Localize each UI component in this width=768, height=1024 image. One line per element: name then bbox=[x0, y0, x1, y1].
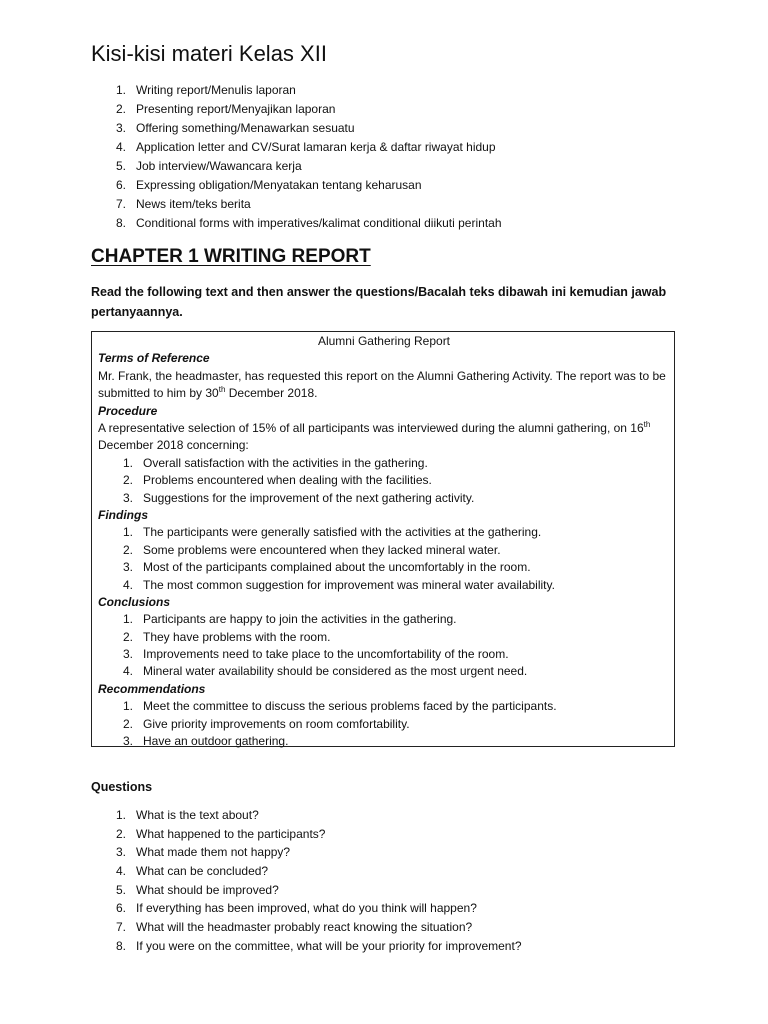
list-item: 1. The participants were generally satisfied with the activities at the gathering. bbox=[122, 525, 542, 540]
list-item: 4. The most common suggestion for improvement was mineral water availability. bbox=[122, 577, 555, 592]
topic-item: 5. Job interview/Wawancara kerja bbox=[115, 159, 302, 173]
list-item: 1. Overall satisfaction with the activities in the gathering. bbox=[122, 455, 428, 470]
list-item: 1. Meet the committee to discuss the serious problems faced by the participants. bbox=[122, 699, 557, 714]
list-item: 3. Have an outdoor gathering. bbox=[122, 734, 289, 749]
question-item: 4. What can be concluded? bbox=[115, 864, 269, 879]
report-content bbox=[98, 333, 670, 750]
report-box bbox=[91, 331, 675, 747]
list-item: 4. Mineral water availability should be considered as the most urgent need. bbox=[122, 664, 528, 679]
question-text: What made them not happy? bbox=[136, 845, 291, 860]
topic-item: 4. Application letter and CV/Surat lamaran kerja & daftar riwayat hidup bbox=[115, 140, 496, 154]
question-item: 2. What happened to the participants? bbox=[115, 826, 326, 841]
question-text: What will the headmaster probably react knowing the situation? bbox=[136, 920, 473, 935]
topic-text: Writing report/Menulis laporan bbox=[136, 83, 296, 97]
chapter-heading: CHAPTER 1 WRITING REPORT bbox=[91, 246, 371, 267]
topic-item: 2. Presenting report/Menyajikan laporan bbox=[115, 102, 336, 116]
list-item: 2. They have problems with the room. bbox=[122, 629, 331, 644]
question-item: 5. What should be improved? bbox=[115, 882, 279, 897]
page-title: Kisi-kisi materi Kelas XII bbox=[91, 41, 327, 66]
topic-text: News item/teks berita bbox=[136, 197, 251, 211]
topic-text: Conditional forms with imperatives/kalimat conditional diikuti perintah bbox=[136, 216, 502, 230]
question-text: If you were on the committee, what will be your priority for improvement? bbox=[136, 938, 522, 953]
list-item: 2. Some problems were encountered when they lacked mineral water. bbox=[122, 542, 501, 557]
question-text: What is the text about? bbox=[136, 808, 259, 822]
procedure-list bbox=[98, 455, 670, 507]
question-text: If everything has been improved, what do you think will happen? bbox=[136, 901, 477, 916]
question-item: 7. What will the headmaster probably react knowing the situation? bbox=[115, 920, 473, 935]
section-heading-recommendations: Recommendations bbox=[98, 681, 206, 696]
topic-item: 1. Writing report/Menulis laporan bbox=[115, 83, 296, 97]
section-heading-conclusions: Conclusions bbox=[98, 594, 171, 609]
question-item: 3. What made them not happy? bbox=[115, 845, 291, 860]
findings-list bbox=[98, 524, 670, 594]
topic-text: Application letter and CV/Surat lamaran kerja & daftar riwayat hidup bbox=[136, 140, 496, 154]
topic-item: 3. Offering something/Menawarkan sesuatu bbox=[115, 121, 355, 135]
questions-list bbox=[112, 806, 522, 956]
topic-text: Presenting report/Menyajikan laporan bbox=[136, 102, 336, 116]
topic-item: 8. Conditional forms with imperatives/kalimat conditional diikuti perintah bbox=[115, 216, 502, 230]
list-item: 1. Participants are happy to join the activities in the gathering. bbox=[122, 612, 457, 627]
question-text: What can be concluded? bbox=[136, 864, 269, 879]
list-item: 3. Improvements need to take place to the uncomfortability of the room. bbox=[122, 647, 509, 662]
terms-paragraph: Mr. Frank, the headmaster, has requested this report on the Alumni Gathering Activity. The report was to be submitted to him by 30th December 2018. bbox=[98, 368, 666, 401]
topic-text: Expressing obligation/Menyatakan tentang keharusan bbox=[136, 178, 422, 192]
questions-heading: Questions bbox=[91, 780, 153, 794]
conclusions-list bbox=[98, 611, 670, 681]
question-text: What happened to the participants? bbox=[136, 826, 326, 841]
topic-list bbox=[112, 81, 502, 233]
topic-text: Offering something/Menawarkan sesuatu bbox=[136, 121, 355, 135]
list-item: 3. Most of the participants complained about the uncomfortably in the room. bbox=[122, 560, 531, 575]
list-item: 2. Give priority improvements on room comfortability. bbox=[122, 716, 410, 731]
section-heading-terms: Terms of Reference bbox=[98, 351, 210, 366]
recommendations-list bbox=[98, 698, 670, 750]
question-item: 6. If everything has been improved, what do you think will happen? bbox=[115, 901, 477, 916]
question-text: What should be improved? bbox=[136, 882, 279, 897]
topic-text: Job interview/Wawancara kerja bbox=[136, 159, 302, 173]
instruction-text: Read the following text and then answer the questions/Bacalah teks dibawah ini kemudian jawab pertanyaannya. bbox=[91, 285, 667, 319]
section-heading-procedure: Procedure bbox=[98, 403, 158, 418]
section-heading-findings: Findings bbox=[98, 507, 148, 522]
topic-item: 6. Expressing obligation/Menyatakan tentang keharusan bbox=[115, 178, 422, 192]
list-item: 3. Suggestions for the improvement of the next gathering activity. bbox=[122, 490, 475, 505]
question-item: 8. If you were on the committee, what will be your priority for improvement? bbox=[115, 938, 522, 953]
topic-item: 7. News item/teks berita bbox=[115, 197, 251, 211]
report-title: Alumni Gathering Report bbox=[317, 334, 451, 348]
procedure-paragraph: A representative selection of 15% of all participants was interviewed during the alumni gathering, on 16th December 2018 concerning: bbox=[98, 419, 651, 453]
question-item: 1. What is the text about? bbox=[115, 808, 259, 822]
list-item: 2. Problems encountered when dealing with the facilities. bbox=[122, 473, 432, 488]
